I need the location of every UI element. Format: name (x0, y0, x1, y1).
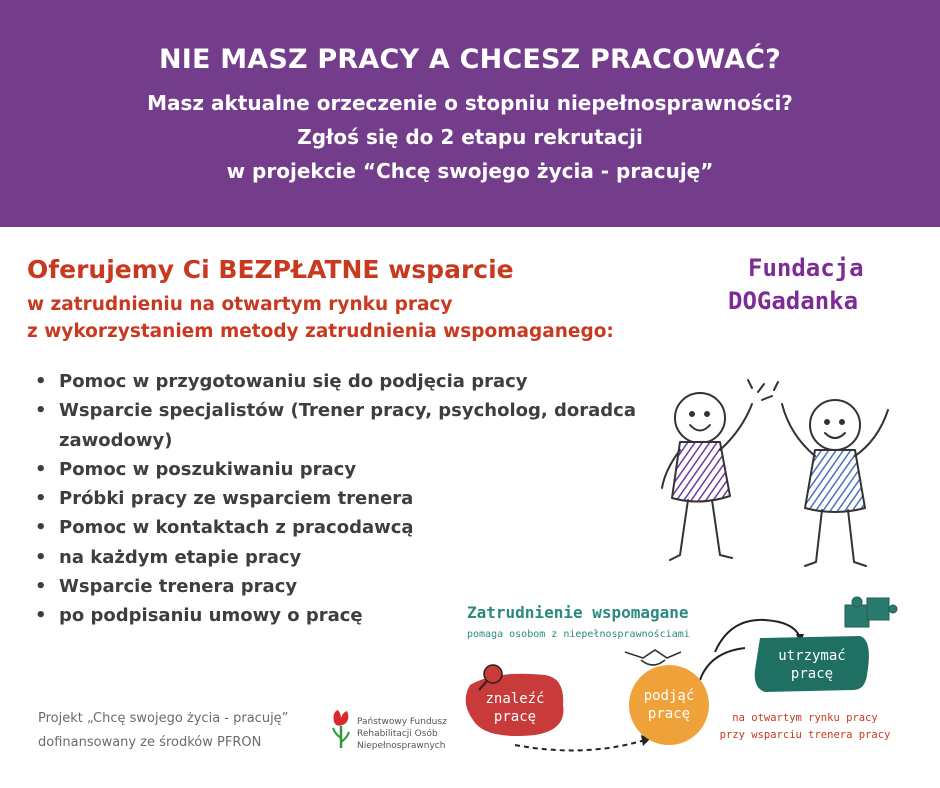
list-item: • po podpisaniu umowy o pracę (30, 601, 650, 630)
foundation-logo-line1: Fundacja (748, 254, 864, 282)
offer-line-3: z wykorzystaniem metody zatrudnienia wspomaganego: (27, 321, 614, 342)
diagram-subtitle: pomaga osobom z niepełnosprawnościami (467, 629, 690, 640)
headline-recruitment: Zgłoś się do 2 etapu rekrutacji (297, 125, 643, 149)
headline-question: NIE MASZ PRACY A CHCESZ PRACOWAĆ? (158, 44, 782, 75)
diagram-note-line1: na otwartym rynku pracy (732, 712, 878, 724)
pfron-name-line1: Państwowy Fundusz (357, 717, 447, 727)
handshake-icon (625, 650, 681, 665)
list-item: • Próbki pracy ze wsparciem trenera (30, 484, 650, 513)
list-item: • Pomoc w przygotowaniu się do podjęcia pracy (30, 367, 650, 396)
puzzle-icon (845, 597, 897, 627)
list-item: • Wsparcie trenera pracy (30, 572, 650, 601)
headline-project: w projekcie “Chcę swojego życia - pracuję” (226, 159, 714, 183)
step1-label-line2: pracę (493, 709, 537, 725)
step2-label-line2: pracę (647, 706, 691, 722)
step3-label-line1: utrzymać (778, 648, 846, 664)
step2-label-line1: podjąć (643, 688, 695, 704)
list-item: • Pomoc w poszukiwaniu pracy (30, 455, 650, 484)
high-five-illustration (650, 380, 910, 580)
footer-project-line: Projekt „Chcę swojego życia - pracuję” (38, 711, 289, 726)
offer-line-2: w zatrudnieniu na otwartym rynku pracy (27, 294, 453, 315)
step-find-job (466, 665, 564, 736)
pfron-name-line3: Niepełnosprawnych (357, 741, 446, 751)
step1-label-line1: znaleźć (485, 691, 545, 707)
list-item: • Wsparcie specjalistów (Trener pracy, psycholog, doradca zawodowy) (30, 396, 650, 455)
offer-title: Oferujemy Ci BEZPŁATNE wsparcie (27, 255, 514, 284)
list-item: • na każdym etapie pracy (30, 543, 650, 572)
diagram-note-line2: przy wsparciu trenera pracy (719, 729, 891, 741)
header-banner (0, 0, 940, 227)
pfron-name-line2: Rehabilitacji Osób (357, 729, 438, 739)
step-take-job (629, 665, 709, 745)
supported-employment-diagram (455, 590, 925, 765)
step-keep-job (755, 636, 869, 692)
headline-certificate: Masz aktualne orzeczenie o stopniu niepełnosprawności? (147, 91, 793, 115)
step3-label-line2: pracę (790, 666, 834, 682)
foundation-logo-line2: DOGadanka (728, 287, 859, 315)
pfron-logo-icon (330, 708, 352, 750)
diagram-title: Zatrudnienie wspomagane (467, 603, 689, 622)
list-item: • Pomoc w kontaktach z pracodawcą (30, 513, 650, 542)
footer-funding-line: dofinansowany ze środków PFRON (38, 735, 262, 750)
